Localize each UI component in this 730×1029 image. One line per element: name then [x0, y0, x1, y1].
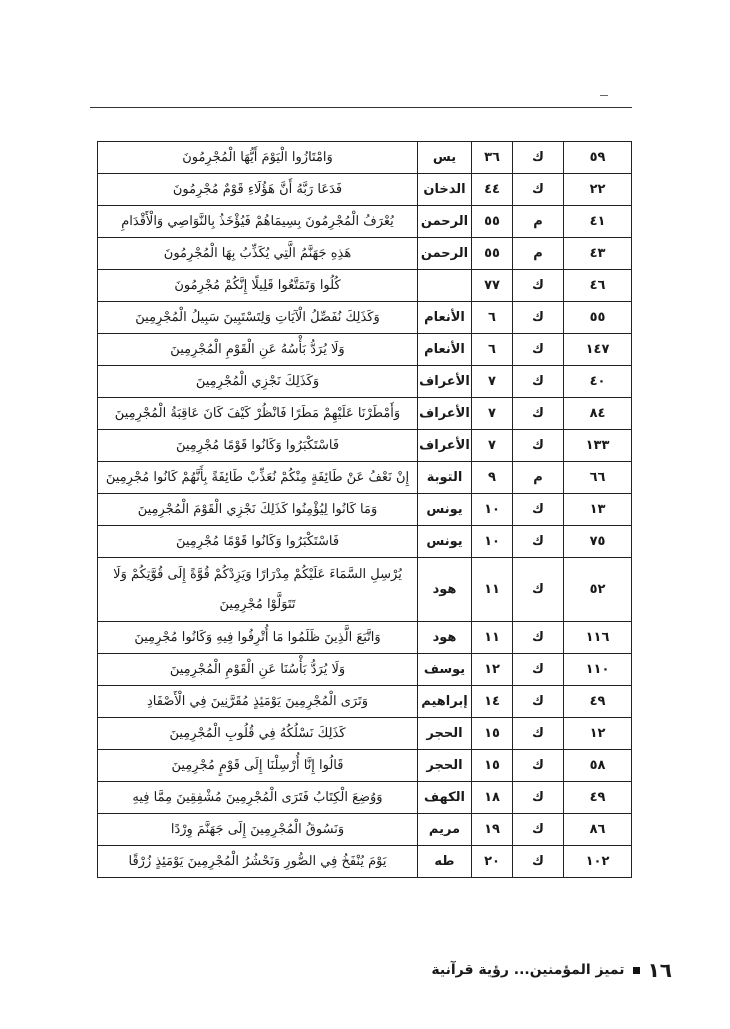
revelation-type: ك: [513, 430, 564, 462]
verse-number: ١٣٣: [564, 430, 632, 462]
sura-name: يونس: [418, 526, 472, 558]
sura-number: ١١: [472, 558, 513, 622]
sura-number: ٧: [472, 398, 513, 430]
revelation-type: م: [513, 462, 564, 494]
sura-name: الرحمن: [418, 238, 472, 270]
sura-number: ١٥: [472, 750, 513, 782]
verse-text: وَأَمْطَرْنَا عَلَيْهِمْ مَطَرًا فَانْظُرْ كَيْفَ كَانَ عَاقِبَةُ الْمُجْرِمِينَ: [98, 398, 418, 430]
table-row: [98, 558, 632, 622]
verse-text: وَتَرَى الْمُجْرِمِينَ يَوْمَئِذٍ مُقَرَّنِينَ فِي الْأَصْفَادِ: [98, 686, 418, 718]
table-row: [98, 366, 632, 398]
verse-text: يُعْرَفُ الْمُجْرِمُونَ بِسِيمَاهُمْ فَيُؤْخَذُ بِالنَّوَاصِي وَالْأَقْدَامِ: [98, 206, 418, 238]
verse-number: ٤٩: [564, 686, 632, 718]
sura-name: هود: [418, 622, 472, 654]
sura-name: [418, 270, 472, 302]
verse-text: وَلَا يُرَدُّ بَأْسُهُ عَنِ الْقَوْمِ الْمُجْرِمِينَ: [98, 334, 418, 366]
verse-text: فَدَعَا رَبَّهُ أَنَّ هَؤُلَاءِ قَوْمٌ مُجْرِمُونَ: [98, 174, 418, 206]
revelation-type: ك: [513, 398, 564, 430]
verse-text: يُرْسِلِ السَّمَاءَ عَلَيْكُمْ مِدْرَارًا وَيَزِدْكُمْ قُوَّةً إِلَى قُوَّتِكُمْ وَلَا تَتَوَلَّوْا مُجْرِمِينَ: [98, 558, 418, 622]
sura-number: ٧: [472, 430, 513, 462]
revelation-type: ك: [513, 494, 564, 526]
header-rule: [90, 107, 632, 108]
revelation-type: ك: [513, 846, 564, 878]
table-row: [98, 270, 632, 302]
sura-name: يس: [418, 142, 472, 174]
verse-text: وَكَذَلِكَ نُفَصِّلُ الْآيَاتِ وَلِتَسْتَبِينَ سَبِيلُ الْمُجْرِمِينَ: [98, 302, 418, 334]
revelation-type: ك: [513, 654, 564, 686]
verse-number: ١٢: [564, 718, 632, 750]
table-row: [98, 750, 632, 782]
verse-number: ١١٠: [564, 654, 632, 686]
sura-name: الأعراف: [418, 398, 472, 430]
table-row: [98, 430, 632, 462]
verse-text: وَاتَّبَعَ الَّذِينَ ظَلَمُوا مَا أُتْرِفُوا فِيهِ وَكَانُوا مُجْرِمِينَ: [98, 622, 418, 654]
sura-number: ١١: [472, 622, 513, 654]
header-mark: [600, 95, 608, 96]
verse-number: ٥٢: [564, 558, 632, 622]
sura-number: ١٨: [472, 782, 513, 814]
revelation-type: ك: [513, 142, 564, 174]
revelation-type: ك: [513, 302, 564, 334]
sura-name: الأعراف: [418, 366, 472, 398]
verse-number: ٢٢: [564, 174, 632, 206]
verses-table: [97, 141, 632, 878]
verse-text: وَوُضِعَ الْكِتَابُ فَتَرَى الْمُجْرِمِينَ مُشْفِقِينَ مِمَّا فِيهِ: [98, 782, 418, 814]
sura-number: ١٢: [472, 654, 513, 686]
verse-number: ٤١: [564, 206, 632, 238]
revelation-type: ك: [513, 558, 564, 622]
table-row: [98, 814, 632, 846]
verse-number: ٨٤: [564, 398, 632, 430]
revelation-type: ك: [513, 814, 564, 846]
book-title: تميز المؤمنين... رؤية قرآنية: [431, 962, 625, 978]
sura-number: ١٥: [472, 718, 513, 750]
verse-number: ١٣: [564, 494, 632, 526]
revelation-type: ك: [513, 174, 564, 206]
sura-name: الأعراف: [418, 430, 472, 462]
table-row: [98, 302, 632, 334]
verse-number: ٥٥: [564, 302, 632, 334]
verse-number: ٥٨: [564, 750, 632, 782]
table-row: [98, 494, 632, 526]
table-row: [98, 398, 632, 430]
sura-number: ٢٠: [472, 846, 513, 878]
sura-name: التوبة: [418, 462, 472, 494]
table-row: [98, 462, 632, 494]
table-row: [98, 206, 632, 238]
sura-name: الأنعام: [418, 334, 472, 366]
sura-number: ٦: [472, 302, 513, 334]
verse-text: وَلَا يُرَدُّ بَأْسُنَا عَنِ الْقَوْمِ الْمُجْرِمِينَ: [98, 654, 418, 686]
verse-text: وَنَسُوقُ الْمُجْرِمِينَ إِلَى جَهَنَّمَ وِرْدًا: [98, 814, 418, 846]
table-row: [98, 334, 632, 366]
page-number: ١٦: [647, 958, 672, 982]
verse-text: فَاسْتَكْبَرُوا وَكَانُوا قَوْمًا مُجْرِمِينَ: [98, 430, 418, 462]
revelation-type: ك: [513, 718, 564, 750]
sura-number: ٤٤: [472, 174, 513, 206]
sura-name: إبراهيم: [418, 686, 472, 718]
revelation-type: م: [513, 238, 564, 270]
table-row: [98, 846, 632, 878]
verse-number: ٥٩: [564, 142, 632, 174]
sura-name: الحجر: [418, 718, 472, 750]
sura-number: ٥٥: [472, 238, 513, 270]
revelation-type: ك: [513, 622, 564, 654]
verse-number: ٧٥: [564, 526, 632, 558]
revelation-type: ك: [513, 270, 564, 302]
sura-number: ١٤: [472, 686, 513, 718]
verse-number: ٨٦: [564, 814, 632, 846]
table-row: [98, 238, 632, 270]
sura-number: ٣٦: [472, 142, 513, 174]
revelation-type: م: [513, 206, 564, 238]
table-row: [98, 718, 632, 750]
verse-text: كَذَلِكَ نَسْلُكُهُ فِي قُلُوبِ الْمُجْرِمِينَ: [98, 718, 418, 750]
table-row: [98, 654, 632, 686]
sura-number: ٥٥: [472, 206, 513, 238]
verse-text: هَذِهِ جَهَنَّمُ الَّتِي يُكَذِّبُ بِهَا الْمُجْرِمُونَ: [98, 238, 418, 270]
revelation-type: ك: [513, 366, 564, 398]
sura-number: ٦: [472, 334, 513, 366]
revelation-type: ك: [513, 750, 564, 782]
verse-number: ٤٦: [564, 270, 632, 302]
table-row: [98, 142, 632, 174]
table-row: [98, 622, 632, 654]
verse-text: كُلُوا وَتَمَتَّعُوا قَلِيلًا إِنَّكُمْ مُجْرِمُونَ: [98, 270, 418, 302]
sura-name: طه: [418, 846, 472, 878]
verse-text: وَمَا كَانُوا لِيُؤْمِنُوا كَذَلِكَ نَجْزِي الْقَوْمَ الْمُجْرِمِينَ: [98, 494, 418, 526]
verse-number: ٤٣: [564, 238, 632, 270]
sura-name: الكهف: [418, 782, 472, 814]
sura-number: ١٠: [472, 494, 513, 526]
verse-number: ١١٦: [564, 622, 632, 654]
sura-number: ١٠: [472, 526, 513, 558]
verse-text: وَكَذَلِكَ نَجْزِي الْمُجْرِمِينَ: [98, 366, 418, 398]
verse-number: ٦٦: [564, 462, 632, 494]
sura-name: الرحمن: [418, 206, 472, 238]
sura-name: يونس: [418, 494, 472, 526]
verse-text: فَاسْتَكْبَرُوا وَكَانُوا قَوْمًا مُجْرِمِينَ: [98, 526, 418, 558]
verse-text: إِنْ نَعْفُ عَنْ طَائِفَةٍ مِنْكُمْ نُعَذِّبْ طَائِفَةً بِأَنَّهُمْ كَانُوا مُجْرِمِينَ: [98, 462, 418, 494]
sura-number: ١٩: [472, 814, 513, 846]
sura-number: ٩: [472, 462, 513, 494]
sura-name: الحجر: [418, 750, 472, 782]
verse-text: وَامْتَازُوا الْيَوْمَ أَيُّهَا الْمُجْرِمُونَ: [98, 142, 418, 174]
revelation-type: ك: [513, 526, 564, 558]
sura-name: الأنعام: [418, 302, 472, 334]
bullet-square-icon: [633, 967, 640, 974]
sura-name: الدخان: [418, 174, 472, 206]
verse-number: ٤٩: [564, 782, 632, 814]
verse-text: يَوْمَ يُنْفَخُ فِي الصُّورِ وَنَحْشُرُ الْمُجْرِمِينَ يَوْمَئِذٍ زُرْقًا: [98, 846, 418, 878]
revelation-type: ك: [513, 334, 564, 366]
verse-number: ٤٠: [564, 366, 632, 398]
verses-table-body: [98, 142, 632, 878]
sura-name: هود: [418, 558, 472, 622]
verse-text: قَالُوا إِنَّا أُرْسِلْنَا إِلَى قَوْمٍ مُجْرِمِينَ: [98, 750, 418, 782]
verse-number: ١٠٢: [564, 846, 632, 878]
table-row: [98, 526, 632, 558]
sura-name: مريم: [418, 814, 472, 846]
table-row: [98, 782, 632, 814]
sura-number: ٧: [472, 366, 513, 398]
revelation-type: ك: [513, 782, 564, 814]
page-footer: [431, 958, 672, 982]
sura-number: ٧٧: [472, 270, 513, 302]
revelation-type: ك: [513, 686, 564, 718]
table-row: [98, 686, 632, 718]
table-row: [98, 174, 632, 206]
sura-name: يوسف: [418, 654, 472, 686]
verse-number: ١٤٧: [564, 334, 632, 366]
